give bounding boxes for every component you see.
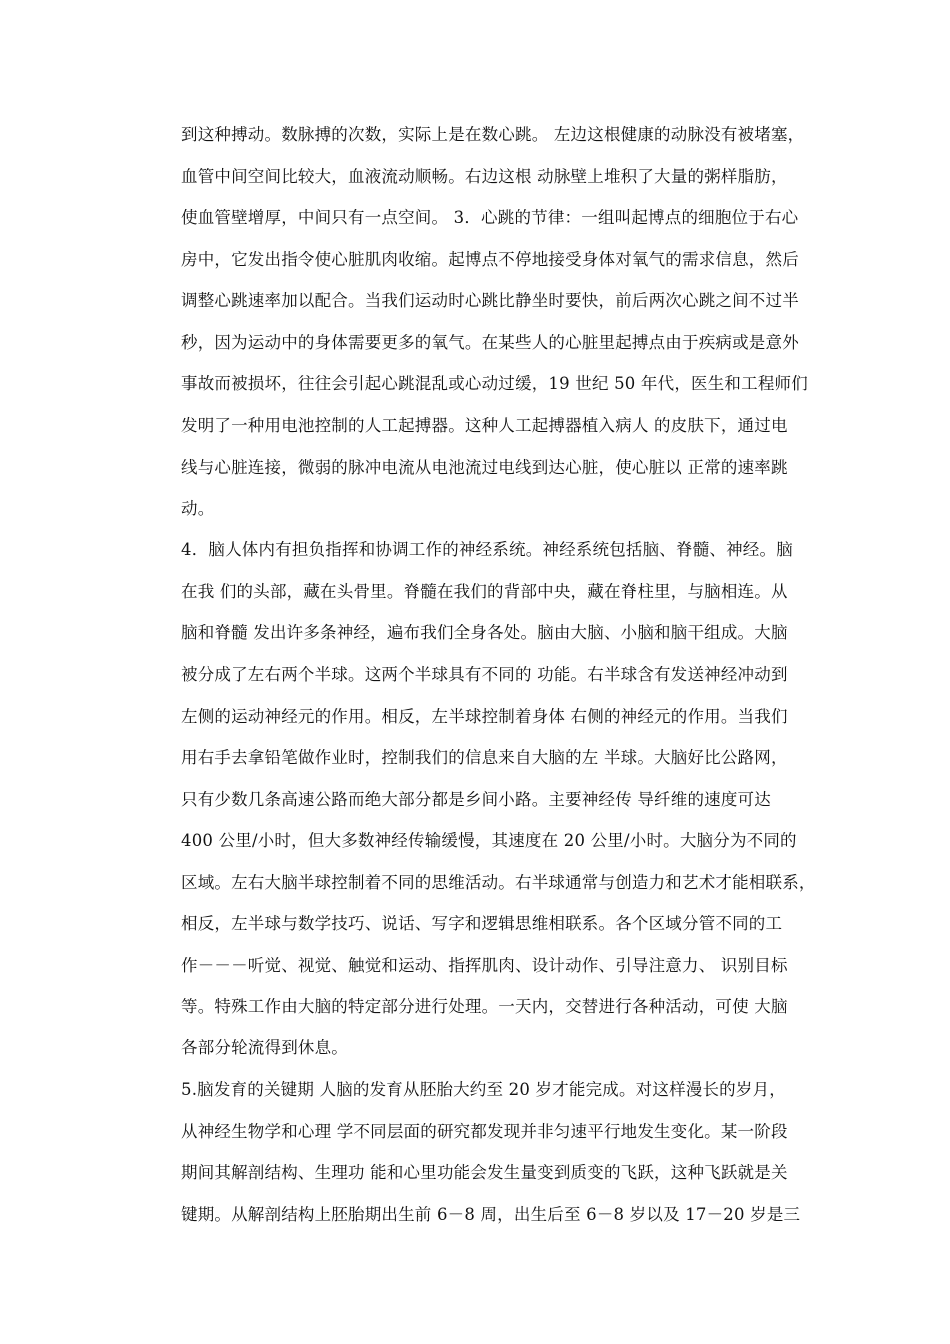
text-line: 脑和脊髓 发出许多条神经，遍布我们全身各处。脑由大脑、小脑和脑干组成。大脑 <box>181 623 788 642</box>
text-line: 在我 们的头部，藏在头骨里。脊髓在我们的背部中央，藏在脊柱里，与脑相连。从 <box>181 582 788 601</box>
text-line: 4．脑人体内有担负指挥和协调工作的神经系统。神经系统包括脑、脊髓、神经。脑 <box>181 540 793 559</box>
text-line: 等。特殊工作由大脑的特定部分进行处理。一天内，交替进行各种活动，可使 大脑 <box>181 997 788 1016</box>
text-line: 用右手去拿铅笔做作业时，控制我们的信息来自大脑的左 半球。大脑好比公路网， <box>181 748 788 767</box>
text-line: 调整心跳速率加以配合。当我们运动时心跳比静坐时要快，前后两次心跳之间不过半 <box>181 291 799 310</box>
text-line: 秒，因为运动中的身体需要更多的氧气。在某些人的心脏里起搏点由于疾病或是意外 <box>181 333 799 352</box>
text-line: 相反，左半球与数学技巧、说话、写字和逻辑思维相联系。各个区域分管不同的工 <box>181 914 783 933</box>
text-line: 期间其解剖结构、生理功 能和心里功能会发生量变到质变的飞跃，这种飞跃就是关 <box>181 1163 788 1182</box>
text-line: 左侧的运动神经元的作用。相反，左半球控制着身体 右侧的神经元的作用。当我们 <box>181 707 788 726</box>
text-line: 只有少数几条高速公路而绝大部分都是乡间小路。主要神经传 导纤维的速度可达 <box>181 790 771 809</box>
text-line: 到这种搏动。数脉搏的次数，实际上是在数心跳。 左边这根健康的动脉没有被堵塞， <box>181 125 805 144</box>
text-line: 动。 <box>181 499 215 518</box>
text-line: 400 公里/小时，但大多数神经传输缓慢，其速度在 20 公里/小时。大脑分为不同的 <box>181 831 797 850</box>
text-line: 发明了一种用电池控制的人工起搏器。这种人工起搏器植入病人 的皮肤下，通过电 <box>181 416 788 435</box>
text-line: 区域。左右大脑半球控制着不同的思维活动。右半球通常与创造力和艺术才能相联系， <box>181 873 816 892</box>
text-line: 从神经生物学和心理 学不同层面的研究都发现并非匀速平行地发生变化。某一阶段 <box>181 1122 788 1141</box>
text-line: 事故而被损坏，往往会引起心跳混乱或心动过缓，19 世纪 50 年代，医生和工程师们 <box>181 374 808 393</box>
text-line: 5.脑发育的关键期 人脑的发育从胚胎大约至 20 岁才能完成。对这样漫长的岁月， <box>181 1080 786 1099</box>
text-line: 作－－－听觉、视觉、触觉和运动、指挥肌肉、设计动作、引导注意力、 识别目标 <box>181 956 788 975</box>
text-line: 各部分轮流得到休息。 <box>181 1038 348 1057</box>
text-line: 房中，它发出指令使心脏肌肉收缩。起博点不停地接受身体对氧气的需求信息，然后 <box>181 250 799 269</box>
text-line: 血管中间空间比较大，血液流动顺畅。右边这根 动脉壁上堆积了大量的粥样脂肪， <box>181 167 788 186</box>
text-line: 键期。从解剖结构上胚胎期出生前 6－8 周，出生后至 6－8 岁以及 17－20 岁是三 <box>181 1205 801 1224</box>
text-line: 被分成了左右两个半球。这两个半球具有不同的 功能。右半球含有发送神经冲动到 <box>181 665 788 684</box>
text-line: 使血管壁增厚，中间只有一点空间。 3．心跳的节律：一组叫起博点的细胞位于右心 <box>181 208 799 227</box>
text-line: 线与心脏连接，微弱的脉冲电流从电池流过电线到达心脏，使心脏以 正常的速率跳 <box>181 458 788 477</box>
